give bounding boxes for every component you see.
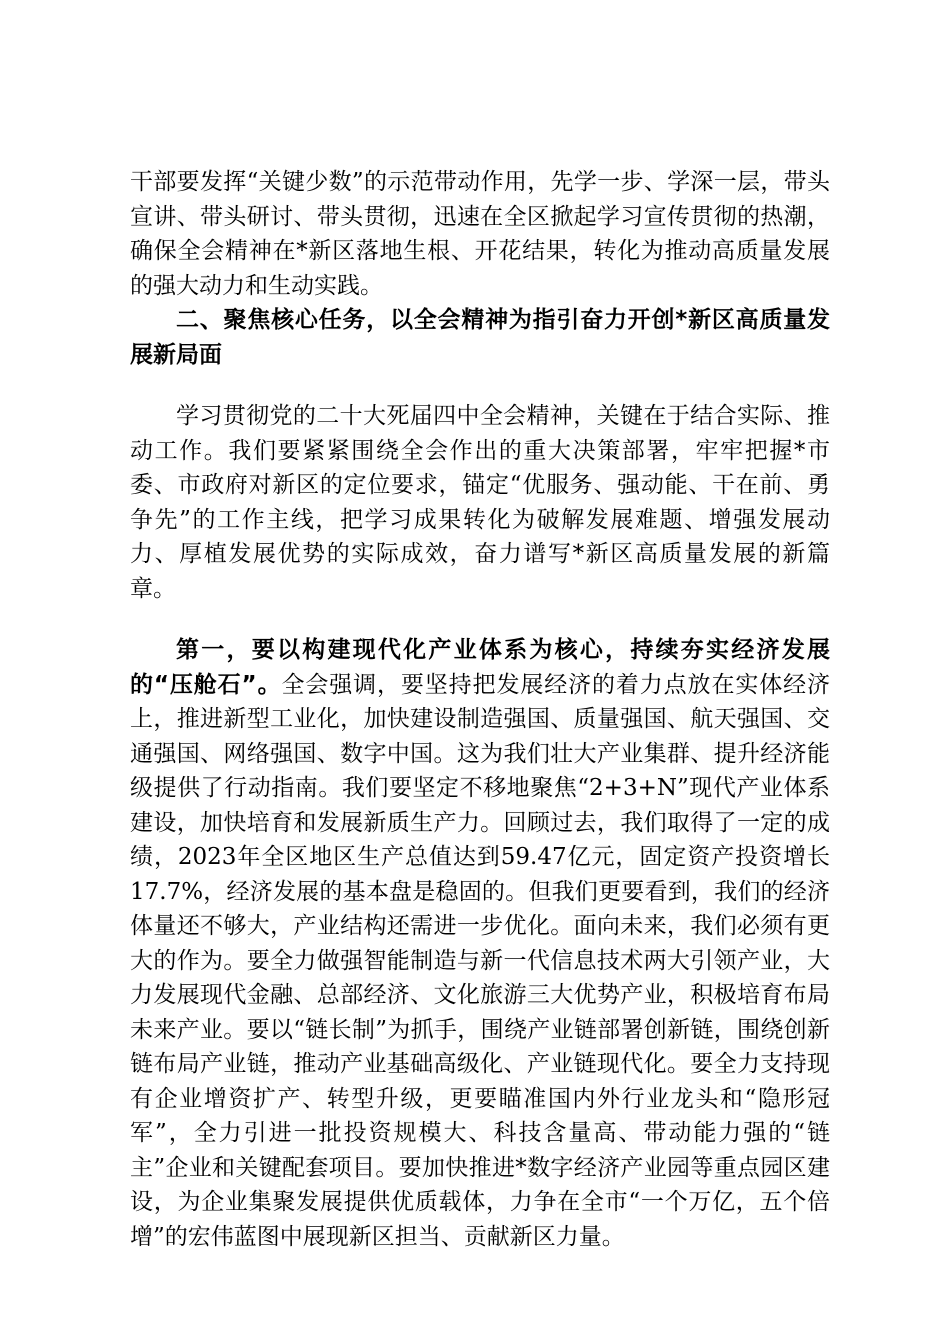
paragraph-body: 全会强调，要坚持把发展经济的着力点放在实体经济上，推进新型工业化，加快建设制造强国、质量强国、航天强国、交通强国、网络强国、数字中国。这为我们壮大产业集群、提升经济能级提供了行动指南。我们要坚定不移地聚焦“2+3+N”现代产业体系建设，加快培育和发展新质生产力。回顾过去，我们取得了一定的成绩，2023年全区地区生产总值达到59.47亿元，固定资产投资增长17.7%，经济发展的基本盘是稳固的。但我们更要看到，我们的经济体量还不够大，产业结构还需进一步优化。面向未来，我们必须有更大的作为。要全力做强智能制造与新一代信息技术两大引领产业，大力发展现代金融、总部经济、文化旅游三大优势产业，积极培育布局未来产业。要以“链长制”为抓手，围绕产业链部署创新链，围绕创新链布局产业链，推动产业基础高级化、产业链现代化。要全力支持现有企业增资扩产、转型升级，更要瞄准国内外行业龙头和“隐形冠军”，全力引进一批投资规模大、科技含量高、带动能力强的“链主”企业和关键配套项目。要加快推进*数字经济产业园等重点园区建设，为企业集聚发展提供优质载体，力争在全市“一个万亿，五个倍增”的宏伟蓝图中展现新区担当、贡献新区力量。 (130, 671, 830, 1250)
paragraph-first-point (130, 633, 830, 1254)
document-page (130, 165, 830, 1254)
paragraph-continuation: 干部要发挥“关键少数”的示范带动作用，先学一步、学深一层，带头宣讲、带头研讨、带头贯彻，迅速在全区掀起学习宣传贯彻的热潮，确保全会精神在*新区落地生根、开花结果，转化为推动高质量发展的强大动力和生动实践。 (130, 169, 830, 299)
section-heading: 二、聚焦核心任务，以全会精神为指引奋力开创*新区高质量发展新局面 (130, 307, 830, 368)
paragraph-lead-bold: 第一，要以构建现代化产业体系为核心，持续夯实经济发展的“压舱石”。 (130, 637, 830, 698)
paragraph-intro: 学习贯彻党的二十大死届四中全会精神，关键在于结合实际、推动工作。我们要紧紧围绕全会作出的重大决策部署，牢牢把握*市委、市政府对新区的定位要求，锚定“优服务、强动能、干在前、勇争先”的工作主线，把学习成果转化为破解发展难题、增强发展动力、厚植发展优势的实际成效，奋力谱写*新区高质量发展的新篇章。 (130, 403, 830, 602)
